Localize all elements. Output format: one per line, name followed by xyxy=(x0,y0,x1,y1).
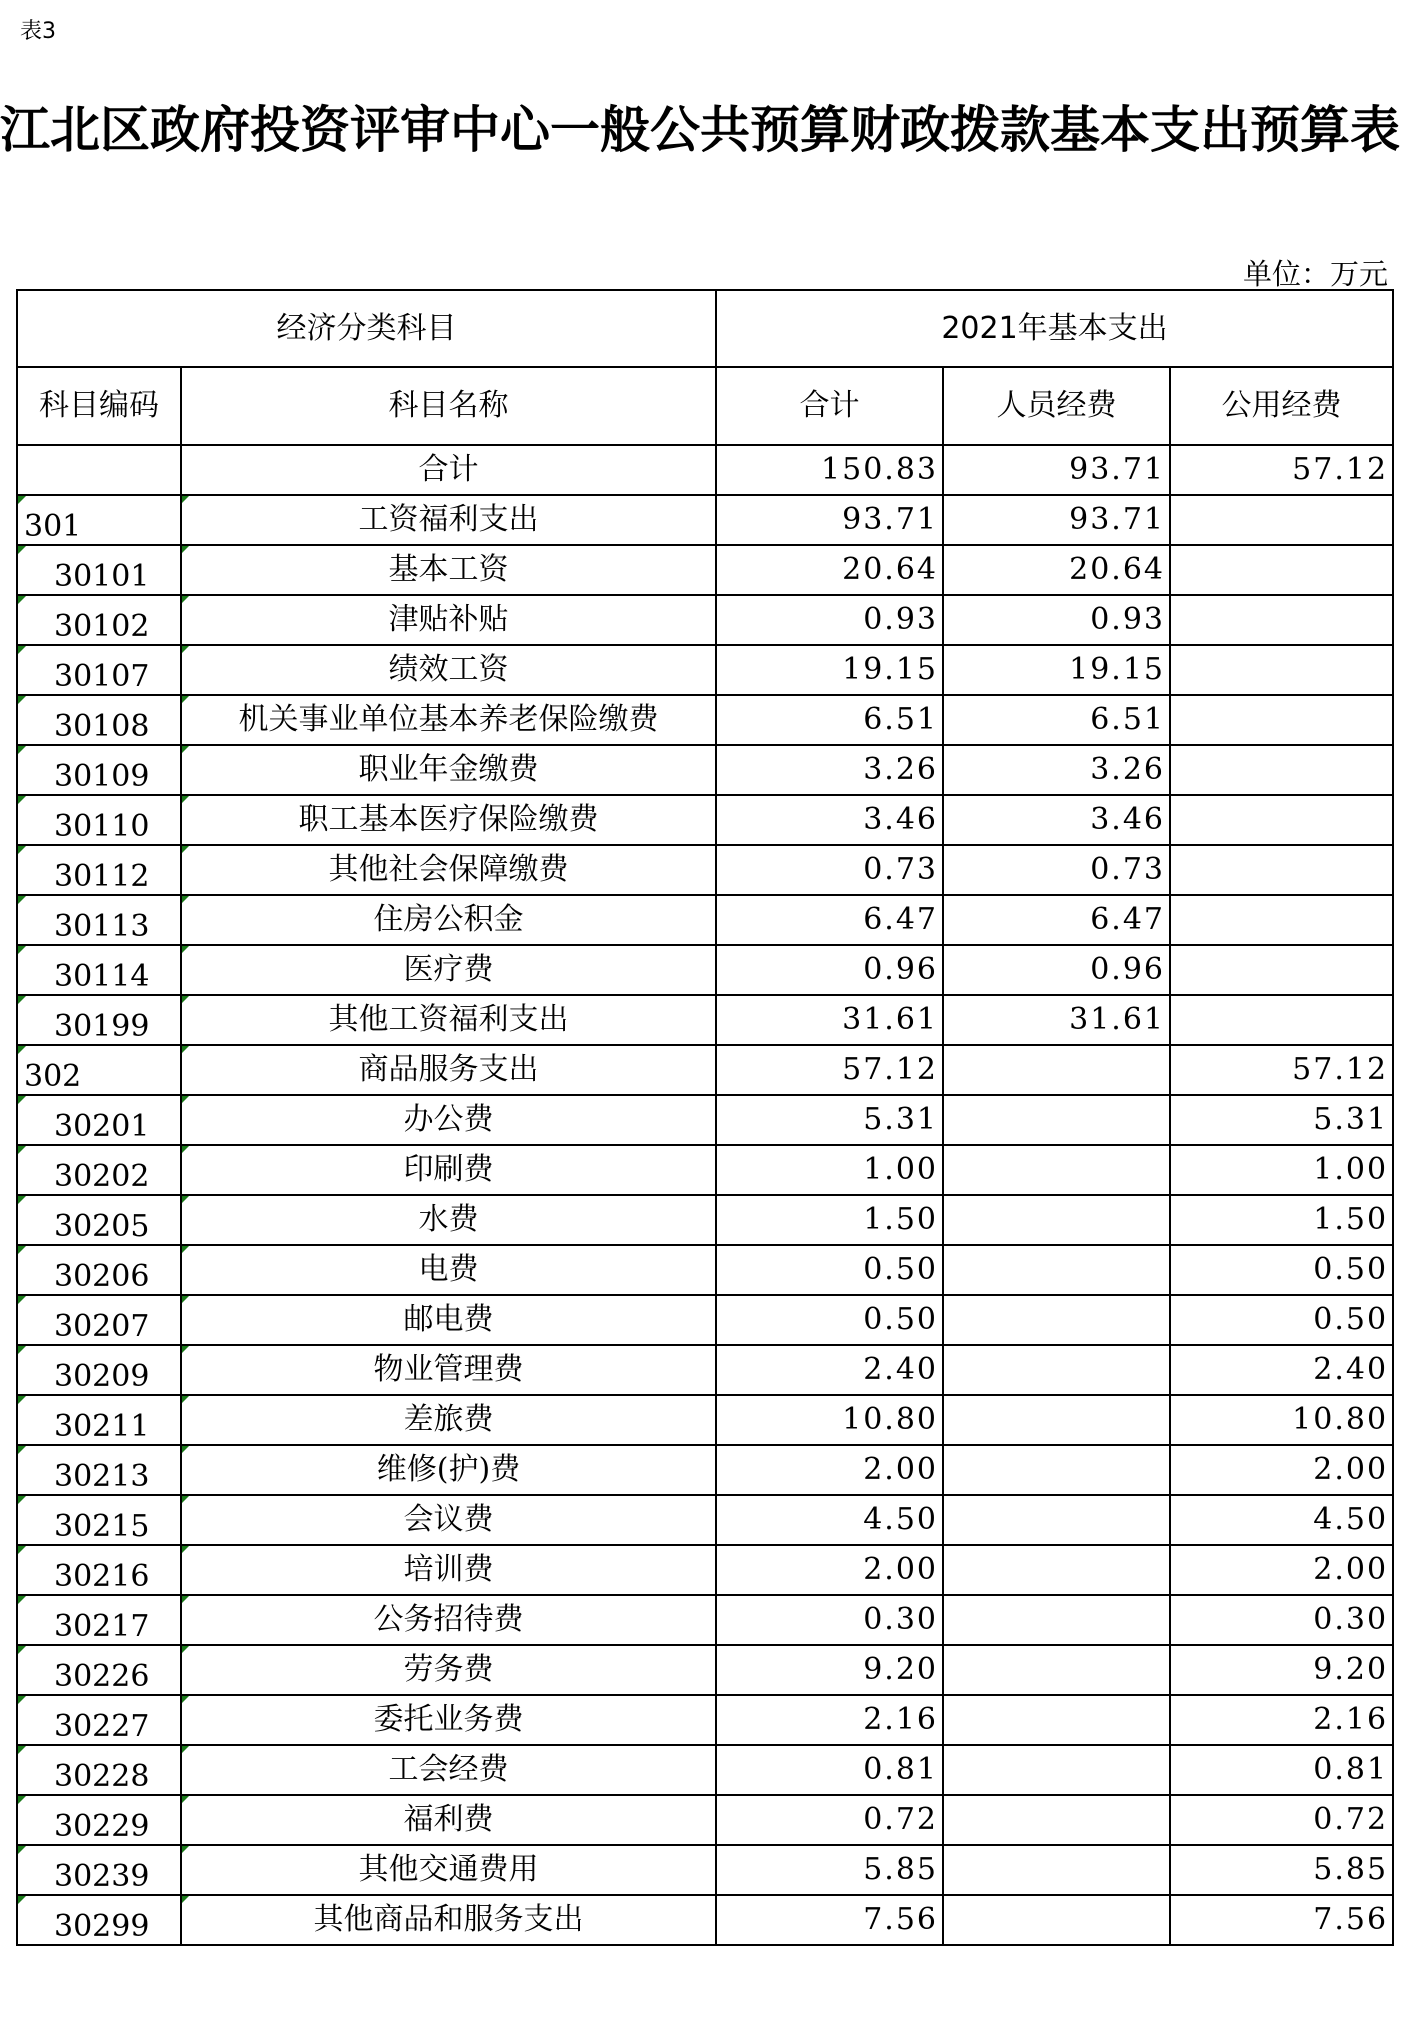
cell-total: 10.80 xyxy=(716,1395,943,1445)
cell-total: 5.31 xyxy=(716,1095,943,1145)
table-row xyxy=(17,495,1393,545)
cell-code: 30228 xyxy=(17,1745,181,1795)
cell-code: 30226 xyxy=(17,1645,181,1695)
cell-name: 福利费 xyxy=(181,1795,716,1845)
table-row xyxy=(17,1445,1393,1495)
cell-name: 其他工资福利支出 xyxy=(181,995,716,1045)
cell-total: 0.50 xyxy=(716,1245,943,1295)
cell-name: 合计 xyxy=(181,445,716,495)
cell-code: 301 xyxy=(17,495,181,545)
cell-code: 30114 xyxy=(17,945,181,995)
cell-code: 30107 xyxy=(17,645,181,695)
cell-total: 0.81 xyxy=(716,1745,943,1795)
table-row xyxy=(17,1345,1393,1395)
table-row xyxy=(17,945,1393,995)
cell-public xyxy=(1170,795,1393,845)
budget-table xyxy=(16,289,1394,1946)
cell-public xyxy=(1170,595,1393,645)
cell-code: 30229 xyxy=(17,1795,181,1845)
cell-code xyxy=(17,445,181,495)
cell-name: 水费 xyxy=(181,1195,716,1245)
table-row xyxy=(17,1145,1393,1195)
table-row xyxy=(17,1645,1393,1695)
basic-expenditure-header: 2021年基本支出 xyxy=(716,290,1393,367)
table-row xyxy=(17,1495,1393,1545)
cell-name: 公务招待费 xyxy=(181,1595,716,1645)
cell-public: 1.50 xyxy=(1170,1195,1393,1245)
cell-public xyxy=(1170,695,1393,745)
cell-public xyxy=(1170,895,1393,945)
unit-label: 单位：万元 xyxy=(1242,257,1388,291)
cell-public: 57.12 xyxy=(1170,1045,1393,1095)
cell-public: 0.81 xyxy=(1170,1745,1393,1795)
cell-total: 6.47 xyxy=(716,895,943,945)
cell-name: 职工基本医疗保险缴费 xyxy=(181,795,716,845)
column-header-code: 科目编码 xyxy=(17,367,181,445)
cell-public: 7.56 xyxy=(1170,1895,1393,1945)
cell-public: 2.40 xyxy=(1170,1345,1393,1395)
cell-public: 2.00 xyxy=(1170,1545,1393,1595)
table-row xyxy=(17,545,1393,595)
cell-total: 0.73 xyxy=(716,845,943,895)
cell-code: 30202 xyxy=(17,1145,181,1195)
cell-total: 20.64 xyxy=(716,545,943,595)
cell-code: 30227 xyxy=(17,1695,181,1745)
cell-total: 3.46 xyxy=(716,795,943,845)
table-row xyxy=(17,1795,1393,1845)
cell-personnel xyxy=(943,1545,1170,1595)
table-row xyxy=(17,1595,1393,1645)
cell-name: 职业年金缴费 xyxy=(181,745,716,795)
cell-personnel xyxy=(943,1045,1170,1095)
cell-personnel: 31.61 xyxy=(943,995,1170,1045)
cell-personnel: 3.26 xyxy=(943,745,1170,795)
cell-code: 30113 xyxy=(17,895,181,945)
cell-total: 3.26 xyxy=(716,745,943,795)
cell-name: 其他社会保障缴费 xyxy=(181,845,716,895)
table-row xyxy=(17,1895,1393,1945)
cell-code: 30110 xyxy=(17,795,181,845)
cell-total: 93.71 xyxy=(716,495,943,545)
cell-personnel: 6.51 xyxy=(943,695,1170,745)
cell-personnel xyxy=(943,1395,1170,1445)
cell-name: 邮电费 xyxy=(181,1295,716,1345)
table-row xyxy=(17,1845,1393,1895)
cell-total: 7.56 xyxy=(716,1895,943,1945)
cell-total: 5.85 xyxy=(716,1845,943,1895)
cell-name: 其他交通费用 xyxy=(181,1845,716,1895)
cell-public: 5.31 xyxy=(1170,1095,1393,1145)
column-header-public: 公用经费 xyxy=(1170,367,1393,445)
table-row xyxy=(17,1745,1393,1795)
table-row xyxy=(17,1295,1393,1345)
cell-personnel xyxy=(943,1345,1170,1395)
cell-name: 基本工资 xyxy=(181,545,716,595)
cell-personnel: 20.64 xyxy=(943,545,1170,595)
cell-personnel: 93.71 xyxy=(943,495,1170,545)
cell-total: 19.15 xyxy=(716,645,943,695)
cell-public xyxy=(1170,745,1393,795)
cell-code: 30213 xyxy=(17,1445,181,1495)
cell-code: 30112 xyxy=(17,845,181,895)
cell-name: 物业管理费 xyxy=(181,1345,716,1395)
cell-public: 0.72 xyxy=(1170,1795,1393,1845)
cell-code: 30102 xyxy=(17,595,181,645)
cell-code: 30207 xyxy=(17,1295,181,1345)
cell-total: 2.40 xyxy=(716,1345,943,1395)
cell-name: 维修(护)费 xyxy=(181,1445,716,1495)
cell-name: 津贴补贴 xyxy=(181,595,716,645)
cell-code: 30211 xyxy=(17,1395,181,1445)
cell-name: 商品服务支出 xyxy=(181,1045,716,1095)
cell-total: 2.00 xyxy=(716,1545,943,1595)
cell-personnel xyxy=(943,1845,1170,1895)
group-header-row xyxy=(17,290,1393,367)
cell-personnel: 93.71 xyxy=(943,445,1170,495)
table-row xyxy=(17,695,1393,745)
cell-total: 0.72 xyxy=(716,1795,943,1845)
document-title: 江北区政府投资评审中心一般公共预算财政拨款基本支出预算表 xyxy=(0,101,1400,159)
cell-total: 2.16 xyxy=(716,1695,943,1745)
cell-public: 9.20 xyxy=(1170,1645,1393,1695)
cell-name: 绩效工资 xyxy=(181,645,716,695)
cell-personnel: 0.93 xyxy=(943,595,1170,645)
cell-total: 0.96 xyxy=(716,945,943,995)
table-row xyxy=(17,1395,1393,1445)
cell-personnel: 0.96 xyxy=(943,945,1170,995)
table-row xyxy=(17,1045,1393,1095)
cell-name: 住房公积金 xyxy=(181,895,716,945)
cell-code: 30299 xyxy=(17,1895,181,1945)
cell-personnel: 3.46 xyxy=(943,795,1170,845)
cell-name: 电费 xyxy=(181,1245,716,1295)
cell-total: 2.00 xyxy=(716,1445,943,1495)
cell-name: 办公费 xyxy=(181,1095,716,1145)
cell-personnel xyxy=(943,1245,1170,1295)
cell-code: 30201 xyxy=(17,1095,181,1145)
table-row xyxy=(17,1695,1393,1745)
table-row xyxy=(17,595,1393,645)
cell-name: 其他商品和服务支出 xyxy=(181,1895,716,1945)
cell-total: 9.20 xyxy=(716,1645,943,1695)
table-number-label: 表3 xyxy=(20,19,56,44)
economic-class-header: 经济分类科目 xyxy=(17,290,716,367)
cell-name: 印刷费 xyxy=(181,1145,716,1195)
table-row xyxy=(17,1195,1393,1245)
cell-personnel xyxy=(943,1695,1170,1745)
cell-total: 6.51 xyxy=(716,695,943,745)
cell-name: 委托业务费 xyxy=(181,1695,716,1745)
cell-total: 1.00 xyxy=(716,1145,943,1195)
cell-total: 150.83 xyxy=(716,445,943,495)
column-header-name: 科目名称 xyxy=(181,367,716,445)
cell-public: 10.80 xyxy=(1170,1395,1393,1445)
table-row xyxy=(17,1095,1393,1145)
cell-name: 医疗费 xyxy=(181,945,716,995)
budget-table-body xyxy=(17,290,1393,1945)
table-row xyxy=(17,895,1393,945)
cell-personnel xyxy=(943,1495,1170,1545)
cell-personnel xyxy=(943,1145,1170,1195)
cell-name: 工资福利支出 xyxy=(181,495,716,545)
cell-total: 57.12 xyxy=(716,1045,943,1095)
cell-public xyxy=(1170,945,1393,995)
cell-code: 30108 xyxy=(17,695,181,745)
column-header-personnel: 人员经费 xyxy=(943,367,1170,445)
cell-personnel: 0.73 xyxy=(943,845,1170,895)
cell-code: 30216 xyxy=(17,1545,181,1595)
table-row xyxy=(17,995,1393,1045)
cell-personnel xyxy=(943,1295,1170,1345)
cell-name: 会议费 xyxy=(181,1495,716,1545)
cell-name: 工会经费 xyxy=(181,1745,716,1795)
cell-public: 2.00 xyxy=(1170,1445,1393,1495)
table-row xyxy=(17,445,1393,495)
cell-code: 30215 xyxy=(17,1495,181,1545)
cell-public xyxy=(1170,545,1393,595)
cell-total: 31.61 xyxy=(716,995,943,1045)
cell-code: 30101 xyxy=(17,545,181,595)
cell-public: 2.16 xyxy=(1170,1695,1393,1745)
table-row xyxy=(17,1545,1393,1595)
cell-public: 0.50 xyxy=(1170,1245,1393,1295)
cell-public: 0.50 xyxy=(1170,1295,1393,1345)
column-header-row xyxy=(17,367,1393,445)
cell-public: 5.85 xyxy=(1170,1845,1393,1895)
cell-personnel xyxy=(943,1095,1170,1145)
cell-personnel: 19.15 xyxy=(943,645,1170,695)
cell-total: 4.50 xyxy=(716,1495,943,1545)
table-row xyxy=(17,845,1393,895)
cell-public: 1.00 xyxy=(1170,1145,1393,1195)
cell-code: 30205 xyxy=(17,1195,181,1245)
cell-public xyxy=(1170,495,1393,545)
cell-code: 30206 xyxy=(17,1245,181,1295)
cell-code: 30109 xyxy=(17,745,181,795)
table-row xyxy=(17,745,1393,795)
cell-public: 57.12 xyxy=(1170,445,1393,495)
cell-public xyxy=(1170,645,1393,695)
cell-total: 0.93 xyxy=(716,595,943,645)
cell-name: 培训费 xyxy=(181,1545,716,1595)
cell-public: 4.50 xyxy=(1170,1495,1393,1545)
cell-code: 30199 xyxy=(17,995,181,1045)
cell-public: 0.30 xyxy=(1170,1595,1393,1645)
table-row xyxy=(17,1245,1393,1295)
column-header-total: 合计 xyxy=(716,367,943,445)
cell-personnel xyxy=(943,1445,1170,1495)
cell-code: 30209 xyxy=(17,1345,181,1395)
cell-code: 30217 xyxy=(17,1595,181,1645)
cell-code: 30239 xyxy=(17,1845,181,1895)
table-row xyxy=(17,645,1393,695)
cell-name: 差旅费 xyxy=(181,1395,716,1445)
cell-name: 劳务费 xyxy=(181,1645,716,1695)
cell-personnel xyxy=(943,1195,1170,1245)
table-row xyxy=(17,795,1393,845)
cell-personnel xyxy=(943,1795,1170,1845)
cell-personnel xyxy=(943,1595,1170,1645)
cell-total: 0.30 xyxy=(716,1595,943,1645)
cell-personnel xyxy=(943,1645,1170,1695)
cell-name: 机关事业单位基本养老保险缴费 xyxy=(181,695,716,745)
cell-personnel xyxy=(943,1895,1170,1945)
cell-personnel: 6.47 xyxy=(943,895,1170,945)
cell-code: 302 xyxy=(17,1045,181,1095)
cell-personnel xyxy=(943,1745,1170,1795)
cell-total: 0.50 xyxy=(716,1295,943,1345)
cell-public xyxy=(1170,845,1393,895)
cell-total: 1.50 xyxy=(716,1195,943,1245)
cell-public xyxy=(1170,995,1393,1045)
